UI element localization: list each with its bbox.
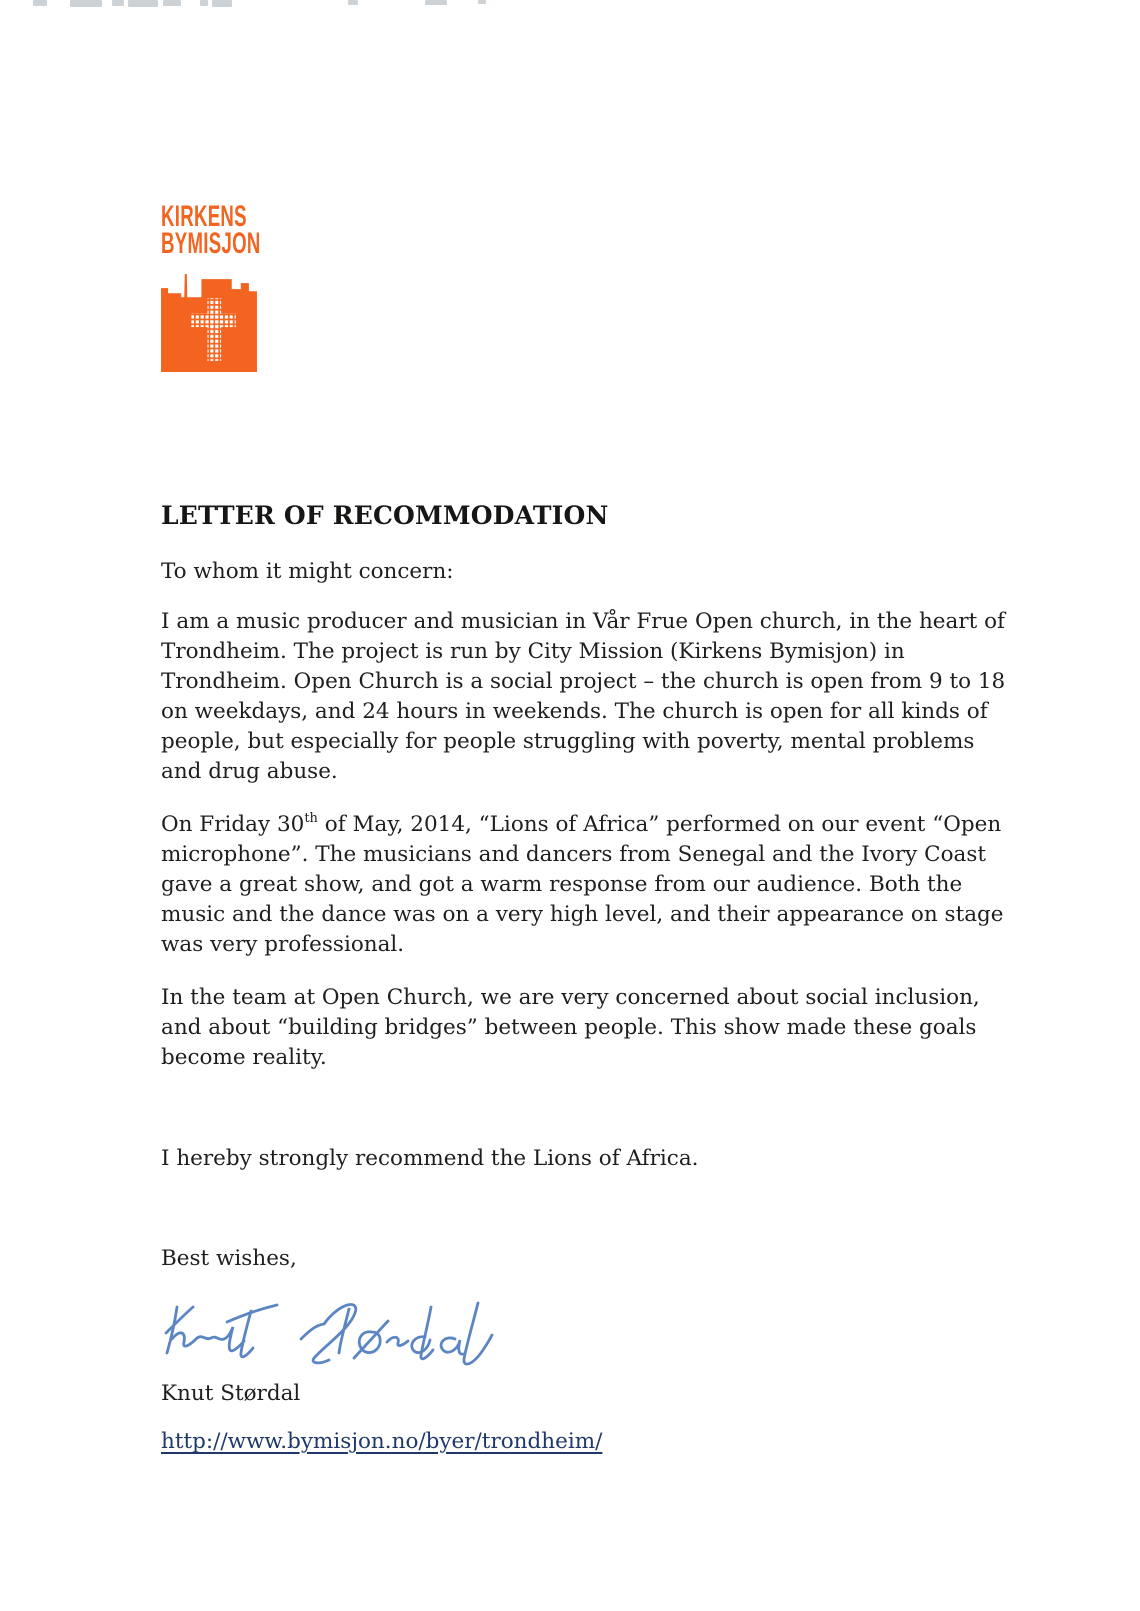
closing-phrase: Best wishes,: [161, 1246, 297, 1271]
city-skyline-cross-icon: [161, 271, 257, 372]
bymisjon-hyperlink[interactable]: http://www.bymisjon.no/byer/trondheim/: [161, 1429, 603, 1454]
kirkens-bymisjon-logo: [161, 200, 1006, 372]
paragraph-values: In the team at Open Church, we are very concerned about social inclusion, and about “building bridges” between people. This show made these goals become reality.: [161, 985, 980, 1070]
ordinal-superscript: th: [304, 811, 318, 826]
recommendation-statement: I hereby strongly recommend the Lions of Africa.: [161, 1146, 699, 1171]
paragraph-event-post: of May, 2014, “Lions of Africa” performed on our event “Open microphone”. The musicians and dancers from Senegal and the Ivory Coast gave a great show, and got a warm response from our audience. Both the music and the dance was on a very high level, and their appearance on stage was very professional.: [161, 812, 1004, 957]
logo-wordmark: [161, 200, 685, 260]
signatory-name: Knut Størdal: [161, 1381, 301, 1406]
paragraph-introduction: I am a music producer and musician in Vår Frue Open church, in the heart of Trondheim. The project is run by City Mission (Kirkens Bymisjon) in Trondheim. Open Church is a social project – the church is open from 9 to 18 on weekdays, and 24 hours in weekends. The church is open for all kinds of people, but especially for people struggling with poverty, mental problems and drug abuse.: [161, 609, 1006, 784]
paragraph-event: [161, 810, 1006, 960]
paragraph-event-pre: On Friday 30: [161, 812, 305, 837]
logo-wordmark-line1: KIRKENS: [161, 200, 247, 233]
logo-wordmark-line2: BYMISJON: [161, 227, 261, 260]
salutation: To whom it might concern:: [161, 559, 454, 584]
letter-body: [161, 0, 1006, 1454]
handwritten-signature: [163, 1295, 523, 1375]
link-row: [161, 1429, 1006, 1454]
letter-title: LETTER OF RECOMMODATION: [161, 501, 609, 530]
